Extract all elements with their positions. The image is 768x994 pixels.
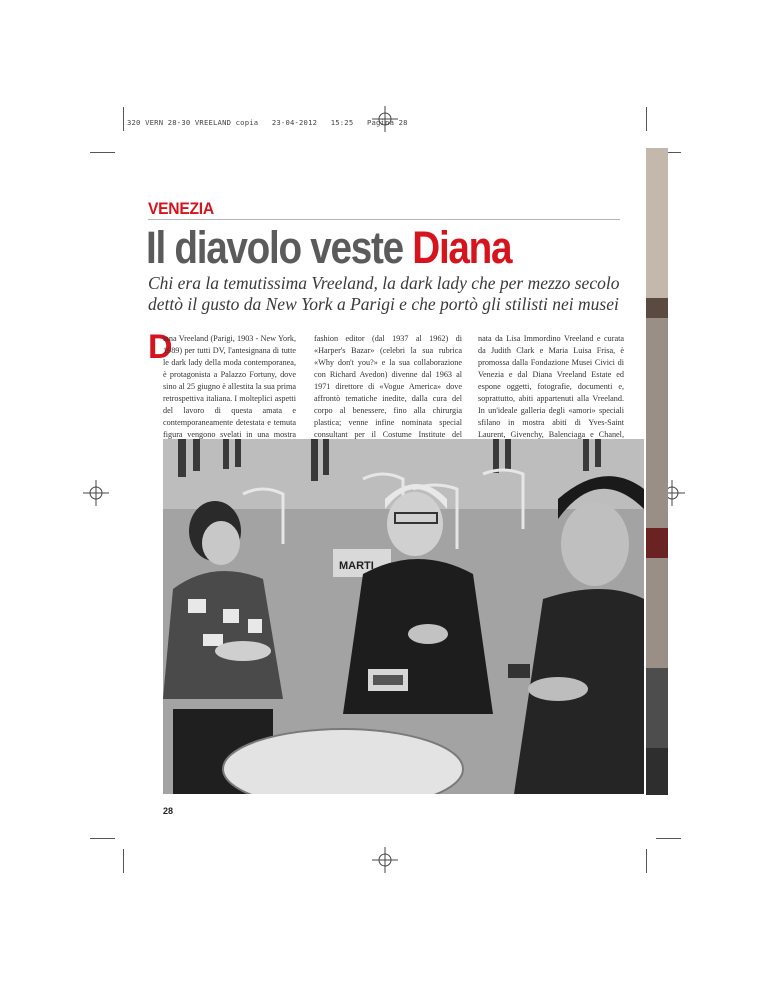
article-column-2: fashion editor (dal 1937 al 1962) di «Harper's Bazar» (celebri la sua rubrica «Why don't you?» e la sua collaborazione con Richard Avedon) divenne dal 1963 al 1971 direttore di «Vogue America» dove affrontò tematiche inedite, dalla cura del corpo al benessere, fino alla chirurgia plastica; venne infine nominata special consultant per il Costume Institute del xyxy=(314,334,462,439)
headline-part-2: Diana xyxy=(412,222,512,273)
print-slug: 320 VERN 28-30 VREELAND copia 23-04-2012 15:25 Pagina 28 xyxy=(127,118,408,127)
crop-mark xyxy=(646,107,647,131)
article-column-3: nata da Lisa Immordino Vreeland e curata da Judith Clark e Maria Luisa Frisa, è promossa dalla Fondazione Musei Civici di Venezia e dal Diana Vreeland Estate ed espone oggetti, fotografie, documenti e, soprattutto, abiti appartenuti alla Vreeland. In un'ideale galleria degli «amori» speciali sfilano in mostra abiti di Yves-Saint Laurent, Givenchy, Balenciaga e Chanel, xyxy=(478,334,624,439)
article-column-1: iana Vreeland (Parigi, 1903 - New York, 1989) per tutti DV, l'antesignana di tutte le dark lady della moda contemporanea, è protagonista a Palazzo Fortuny, dove sino al 25 giugno è allestita la sua prima retrospettiva italiana. I molteplici aspetti del lavoro di questa amata e contemporaneamente detestata e temuta figura vengono svelati in una mostra xyxy=(163,334,296,439)
section-divider xyxy=(148,219,620,220)
registration-mark-left xyxy=(83,480,109,506)
crop-mark xyxy=(646,849,647,873)
crop-mark xyxy=(123,849,124,873)
deck-subtitle: Chi era la temutissima Vreeland, la dark lady che per mezzo secolo dettò il gusto da New York a Parigi e che portò gli stilisti nei musei xyxy=(148,273,620,314)
crop-mark xyxy=(123,107,124,131)
registration-mark-top xyxy=(372,106,398,132)
sign-text: MARTI xyxy=(339,560,374,572)
headline xyxy=(146,222,511,274)
crop-mark xyxy=(656,838,681,839)
facing-page-edge xyxy=(646,148,668,795)
section-label: VENEZIA xyxy=(148,199,214,218)
crop-mark xyxy=(90,152,115,153)
page-number: 28 xyxy=(163,806,174,816)
headline-part-1: Il diavolo veste xyxy=(146,222,413,273)
crop-mark xyxy=(90,838,115,839)
drop-cap: D xyxy=(148,328,173,366)
article-photo xyxy=(163,439,644,794)
registration-mark-bottom xyxy=(372,847,398,873)
